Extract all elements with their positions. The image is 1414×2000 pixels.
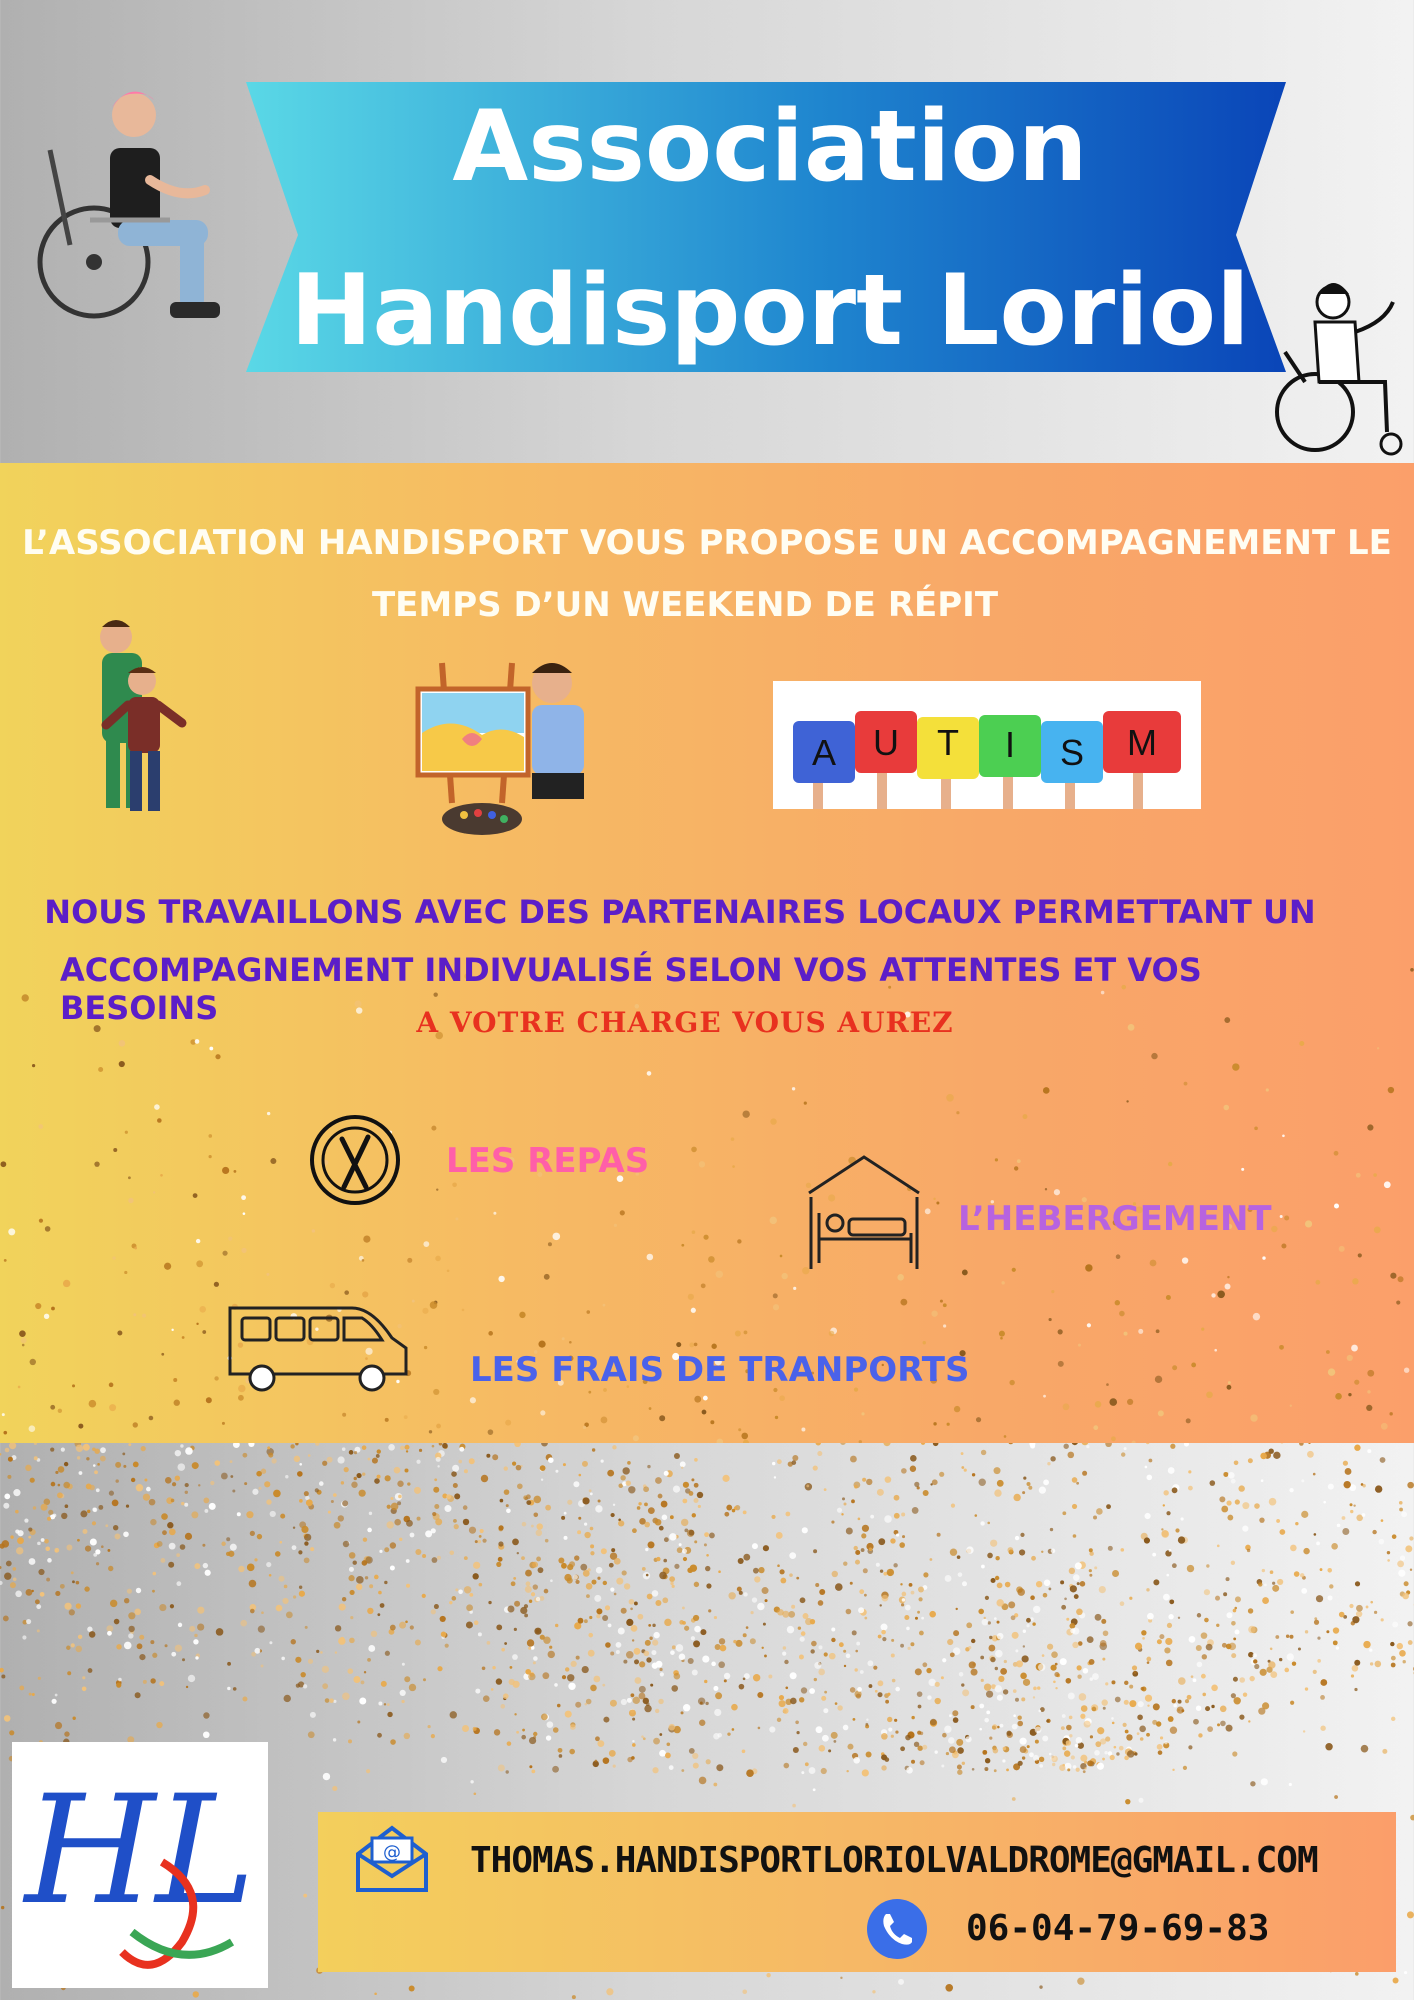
puzzle-letter-u: U: [873, 722, 899, 763]
envelope-at-icon: [354, 1824, 430, 1894]
meals-label: LES REPAS: [446, 1141, 650, 1181]
woman-in-wheelchair-illustration: [1275, 272, 1414, 462]
hl-logo: [12, 1742, 268, 1988]
puzzle-letter-i: I: [1004, 724, 1016, 765]
puzzle-letter-s: S: [1059, 732, 1085, 773]
autism-puzzle-image: [773, 681, 1201, 809]
caregiver-walking-child-illustration: [92, 613, 202, 823]
contact-phone-link[interactable]: 06-04-79-69-83: [966, 1908, 1270, 1949]
van-icon: [222, 1298, 412, 1394]
man-in-wheelchair-illustration: [30, 70, 230, 330]
title-line-1: Association: [452, 90, 1088, 204]
house-bed-icon: [805, 1153, 923, 1271]
svg-text:@: @: [383, 1842, 401, 1863]
title-line-2: Handisport Loriol: [290, 254, 1250, 368]
phone-icon: [866, 1898, 928, 1960]
partners-line-2: ACCOMPAGNEMENT INDIVUALISÉ SELON VOS ATTENTES ET VOS BESOINS: [60, 951, 1202, 1027]
puzzle-letter-m: M: [1127, 722, 1157, 763]
puzzle-letter-a: A: [811, 732, 837, 773]
header: [0, 0, 1414, 463]
puzzle-letter-t: T: [937, 722, 959, 763]
contact-email-link[interactable]: THOMAS.HANDISPORTLORIOLVALDROME@GMAIL.COM: [470, 1840, 1318, 1881]
lodging-label: L’HEBERGEMENT: [958, 1199, 1272, 1239]
plate-cutlery-icon: [308, 1113, 402, 1207]
transport-label: LES FRAIS DE TRANPORTS: [470, 1350, 970, 1390]
intro-line-1: L’ASSOCIATION HANDISPORT VOUS PROPOSE UN ACCOMPAGNEMENT LE: [22, 523, 1392, 563]
partners-line-1: NOUS TRAVAILLONS AVEC DES PARTENAIRES LOCAUX PERMETTANT UN: [44, 893, 1316, 931]
intro-line-2: TEMPS D’UN WEEKEND DE RÉPIT: [371, 585, 999, 625]
main-content-band: [0, 463, 1414, 1443]
person-painting-illustration: [412, 653, 602, 843]
logo-letters: HL: [24, 1764, 256, 1938]
charge-heading: A VOTRE CHARGE VOUS AUREZ: [416, 1006, 954, 1039]
